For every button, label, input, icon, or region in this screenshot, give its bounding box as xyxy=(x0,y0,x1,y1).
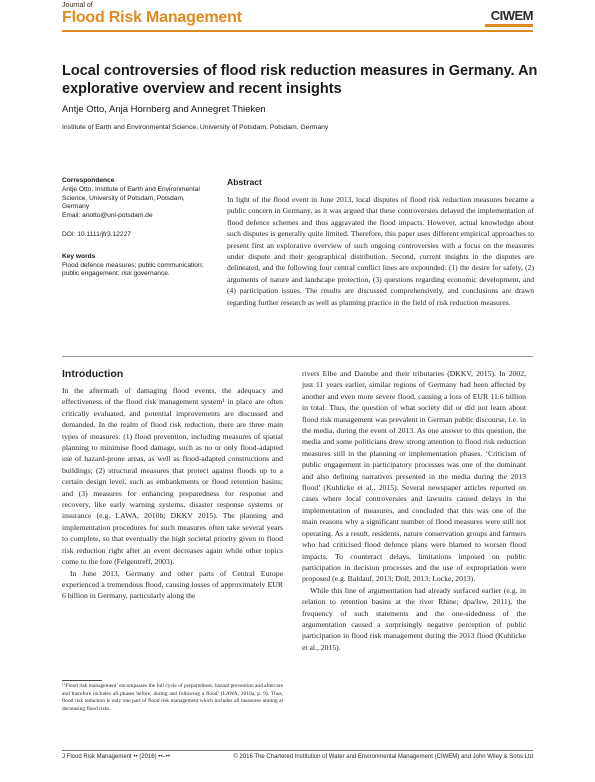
keywords-text: Flood defence measures; public communication; public engagement; risk governance. xyxy=(62,261,204,278)
article-affiliation: Institute of Earth and Environmental Science, University of Potsdam, Potsdam, Germany xyxy=(62,124,329,131)
abstract-text: In light of the flood event in June 2013, local disputes of flood risk reduction measures became a public concern in Germany, as it was argued that these controversies delayed the implementation of flood defence schemes and thus aggravated the flood impacts. However, actual knowledge about such disputes is generally quite limited. Therefore, this paper uses different empirical approaches to present first an explorative overview of such ongoing controversies with a focus on the measures under dispute and their geographical distribution. Second, current insights in the disputes are delineated, and the following four central conflict lines are expounded: (1) the desire for safety, (2) arguments of nature and landscape protection, (3) questions regarding economic development, and (4) participation issues. The results are discussed comprehensively, and conclusions are drawn regarding further research as well as planning practice in the field of risk reduction measures. xyxy=(227,195,534,307)
correspondence-heading: Correspondence xyxy=(62,177,115,184)
footer-citation: J Flood Risk Management •• (2016) ••–•• xyxy=(62,754,170,760)
body-column-right xyxy=(302,368,526,653)
intro-paragraph-4: While this line of argumentation had already surfaced earlier (e.g. in relation to retention basins at the river Rhine; dpa/lsw, 2011), the frequency of such statements and the one-sidedness of the argumentation caused a surprisingly negative perception of public participation in flood risk management during the 2013 flood (Kuhlicke et al., 2015). xyxy=(302,585,526,652)
article-title: Local controversies of flood risk reduction measures in Germany. An explorative overview and recent insights xyxy=(62,63,538,97)
intro-paragraph-3: rivers Elbe and Danube and their tributaries (DKKV, 2015). In 2002, just 11 years earlier, similar regions of Germany had been affected by another and even more severe flood, causing a loss of EUR 11.6 billion in total. Thus, the question of what society did or did not learn about flood risk management was prevalent in German public discourse, i.e. in the media, during the event of 2013. As one answer to this question, the media and some politicians drew strong attention to flood risk reduction measures still in the planning or implementation phases. ‘Criticism of public engagement in participatory processes was one of the dominant and also defining narratives presented in the media during the 2013 flood’ (Kuhlicke et al., 2015). Several newspaper articles reported on cases where local controversies and lawsuits caused delays in the implementation of measures, and concluded that this was one of the main reasons why a significant number of flood measures were still not operating. As a result, residents, nature conservation groups and farmers who had criticised flood defence plans were blamed to worsen flood impacts. To counteract delays, limitations imposed on public participation in decision processes and the use of expropriation were proposed (e.g. Baldauf, 2013; Doll, 2013; Locke, 2013). xyxy=(302,369,526,584)
footer-rule xyxy=(62,750,533,751)
body-column-left xyxy=(62,385,283,602)
correspondence-text: Antje Otto, Institute of Earth and Environmental Science, University of Potsdam, Potsdam, Germany xyxy=(62,185,200,211)
publisher-logo-bar xyxy=(485,24,533,27)
article-doi[interactable]: DOI: 10.1111/jfr3.12227 xyxy=(62,230,131,238)
section-divider xyxy=(62,356,533,357)
journal-label-small: Journal of xyxy=(62,2,93,9)
introduction-heading: Introduction xyxy=(62,368,124,380)
intro-paragraph-2: In June 2013, Germany and other parts of Central Europe experienced a tremendous flood, causing losses of approximately EUR 6 billion in Germany, particularly along the xyxy=(62,568,283,601)
article-sidebar xyxy=(62,177,207,279)
header-rule xyxy=(62,30,533,32)
keywords-heading: Key words xyxy=(62,252,96,260)
correspondence-email[interactable]: Email: anotto@uni-potsdam.de xyxy=(62,212,153,220)
publisher-logo: CIWEM xyxy=(490,8,533,23)
footer-copyright: © 2016 The Chartered Institution of Water and Environmental Management (CIWEM) and John Wiley & Sons Ltd xyxy=(233,754,533,760)
footnote: ¹‘Flood risk management’ encompasses the full cycle of preparedness, hazard prevention and aftercare and therefore includes all phases before, during and following a flood’ (LAWA, 2010a, p. 9). Thus, flood risk reduction is only one part of flood risk management which includes all measures aiming at decreasing flood risks. xyxy=(62,683,283,712)
article-authors: Antje Otto, Anja Hornberg and Annegret Thieken xyxy=(62,104,266,115)
intro-paragraph-1: In the aftermath of damaging flood events, the adequacy and effectiveness of the flood risk management system¹ in place are often critically evaluated, and potential improvements are discussed and demanded. In the realm of flood risk reduction, there are three main types of measures: (1) flood prevention, including measures of spatial planning to minimise flood damage, such as no or only flood-adapted use of hazard-prone areas, as well as flood-adapted constructions and buildings; (2) structural measures that protect against floods up to a certain design level, such as embankments or flood retention basins; and (3) measures for enhancing preparedness for response and recovery, like early warning systems, disaster response systems or insurance (e.g. LAWA, 2010b; DKKV 2015). The planning and implementation procedures for such measures often take several years to complete, so that eventually the high societal priority given to flood risk reduction right after an event decreases again while other topics come to the fore (Felgentreff, 2003). xyxy=(62,386,283,567)
footnote-rule xyxy=(62,680,102,681)
abstract-heading: Abstract xyxy=(227,177,262,187)
journal-name: Flood Risk Management xyxy=(62,9,242,26)
